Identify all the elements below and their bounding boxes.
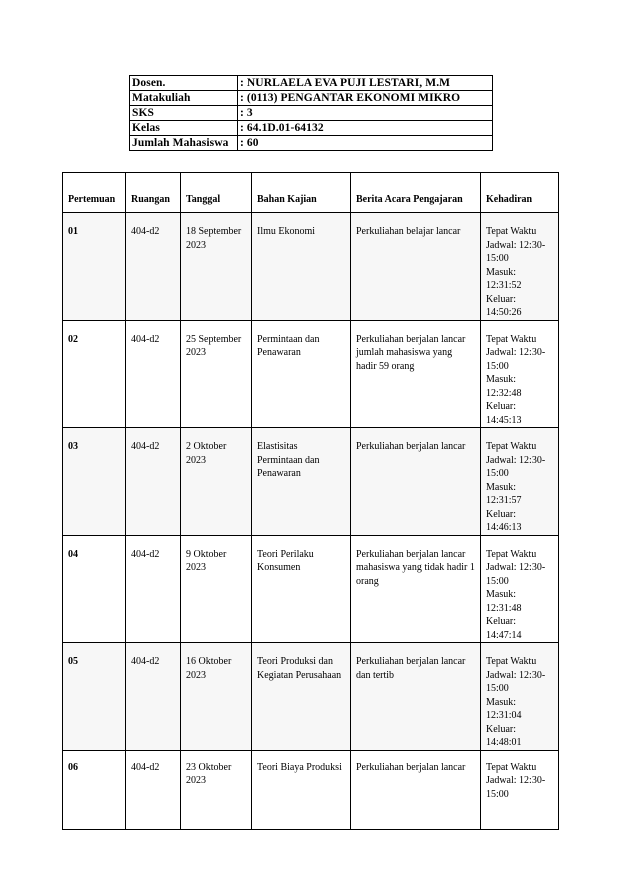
cell-pertemuan: 06 [63, 750, 126, 829]
kehadiran-keluar: Keluar: 14:50:26 [486, 293, 522, 318]
cell-tanggal: 9 Oktober 2023 [181, 535, 252, 643]
cell-tanggal: 2 Oktober 2023 [181, 428, 252, 536]
table-header-row [63, 173, 559, 213]
kehadiran-keluar: Keluar: 14:48:01 [486, 723, 522, 748]
kehadiran-jadwal: Jadwal: 12:30-15:00 [486, 347, 546, 372]
table-row [63, 535, 559, 643]
cell-kehadiran [481, 428, 559, 536]
info-row-dosen [130, 76, 493, 91]
header-pertemuan: Pertemuan [63, 173, 126, 213]
cell-berita-acara: Perkuliahan berjalan lancar mahasiswa yang tidak hadir 1 orang [351, 535, 481, 643]
table-row [63, 428, 559, 536]
attendance-table [62, 172, 559, 830]
table-row [63, 213, 559, 321]
kehadiran-jadwal: Jadwal: 12:30-15:00 [486, 562, 546, 587]
cell-bahan-kajian: Teori Perilaku Konsumen [252, 535, 351, 643]
header-bahan-kajian: Bahan Kajian [252, 173, 351, 213]
kehadiran-masuk: Masuk: 12:31:52 [486, 266, 522, 291]
cell-kehadiran [481, 643, 559, 751]
cell-pertemuan: 02 [63, 320, 126, 428]
kehadiran-status: Tepat Waktu [486, 226, 537, 237]
cell-bahan-kajian: Permintaan dan Penawaran [252, 320, 351, 428]
cell-berita-acara: Perkuliahan belajar lancar [351, 213, 481, 321]
header-berita-acara: Berita Acara Pengajaran [351, 173, 481, 213]
info-value: : NURLAELA EVA PUJI LESTARI, M.M [238, 76, 493, 91]
kehadiran-masuk: Masuk: 12:31:57 [486, 481, 522, 506]
kehadiran-jadwal: Jadwal: 12:30-15:00 [486, 239, 546, 264]
cell-berita-acara: Perkuliahan berjalan lancar [351, 428, 481, 536]
cell-tanggal: 25 September 2023 [181, 320, 252, 428]
kehadiran-keluar: Keluar: 14:47:14 [486, 616, 522, 641]
info-row-jumlah-mahasiswa [130, 136, 493, 151]
kehadiran-jadwal: Jadwal: 12:30-15:00 [486, 454, 546, 479]
cell-kehadiran [481, 320, 559, 428]
cell-ruangan: 404-d2 [126, 213, 181, 321]
table-row [63, 643, 559, 751]
cell-bahan-kajian: Elastisitas Permintaan dan Penawaran [252, 428, 351, 536]
cell-bahan-kajian: Teori Produksi dan Kegiatan Perusahaan [252, 643, 351, 751]
cell-berita-acara: Perkuliahan berjalan lancar [351, 750, 481, 829]
kehadiran-status: Tepat Waktu [486, 761, 537, 773]
kehadiran-masuk: Masuk: 12:31:48 [486, 589, 522, 614]
info-row-sks [130, 106, 493, 121]
cell-kehadiran [481, 213, 559, 321]
cell-kehadiran [481, 750, 559, 829]
info-value: : (0113) PENGANTAR EKONOMI MIKRO [238, 91, 493, 106]
cell-tanggal: 23 Oktober 2023 [181, 750, 252, 829]
info-label: Matakuliah [130, 91, 238, 106]
kehadiran-masuk: Masuk: 12:32:48 [486, 374, 522, 399]
info-row-kelas [130, 121, 493, 136]
kehadiran-status: Tepat Waktu [486, 656, 537, 667]
kehadiran-masuk: Masuk: 12:31:04 [486, 696, 522, 721]
table-row [63, 750, 559, 829]
header-kehadiran: Kehadiran [481, 173, 559, 213]
cell-bahan-kajian: Ilmu Ekonomi [252, 213, 351, 321]
header-ruangan: Ruangan [126, 173, 181, 213]
kehadiran-status: Tepat Waktu [486, 441, 537, 452]
info-label: Jumlah Mahasiswa [130, 136, 238, 151]
info-label: SKS [130, 106, 238, 121]
cell-ruangan: 404-d2 [126, 428, 181, 536]
cell-pertemuan: 03 [63, 428, 126, 536]
cell-ruangan: 404-d2 [126, 320, 181, 428]
table-row [63, 320, 559, 428]
cell-ruangan: 404-d2 [126, 643, 181, 751]
cell-berita-acara: Perkuliahan berjalan lancar jumlah mahasiswa yang hadir 59 orang [351, 320, 481, 428]
cell-tanggal: 16 Oktober 2023 [181, 643, 252, 751]
course-info-table [129, 75, 493, 151]
info-label: Dosen. [130, 76, 238, 91]
cell-pertemuan: 05 [63, 643, 126, 751]
cell-tanggal: 18 September 2023 [181, 213, 252, 321]
cell-ruangan: 404-d2 [126, 750, 181, 829]
cell-berita-acara: Perkuliahan berjalan lancar dan tertib [351, 643, 481, 751]
info-value: : 60 [238, 136, 493, 151]
cell-pertemuan: 04 [63, 535, 126, 643]
kehadiran-jadwal: Jadwal: 12:30-15:00 [486, 775, 546, 800]
kehadiran-keluar: Keluar: 14:45:13 [486, 401, 522, 426]
cell-bahan-kajian: Teori Biaya Produksi [252, 750, 351, 829]
kehadiran-jadwal: Jadwal: 12:30-15:00 [486, 669, 546, 694]
info-value: : 3 [238, 106, 493, 121]
info-row-matakuliah [130, 91, 493, 106]
kehadiran-status: Tepat Waktu [486, 548, 537, 560]
cell-ruangan: 404-d2 [126, 535, 181, 643]
info-value: : 64.1D.01-64132 [238, 121, 493, 136]
kehadiran-keluar: Keluar: 14:46:13 [486, 508, 522, 533]
kehadiran-status: Tepat Waktu [486, 333, 537, 345]
cell-kehadiran [481, 535, 559, 643]
header-tanggal: Tanggal [181, 173, 252, 213]
info-label: Kelas [130, 121, 238, 136]
cell-pertemuan: 01 [63, 213, 126, 321]
